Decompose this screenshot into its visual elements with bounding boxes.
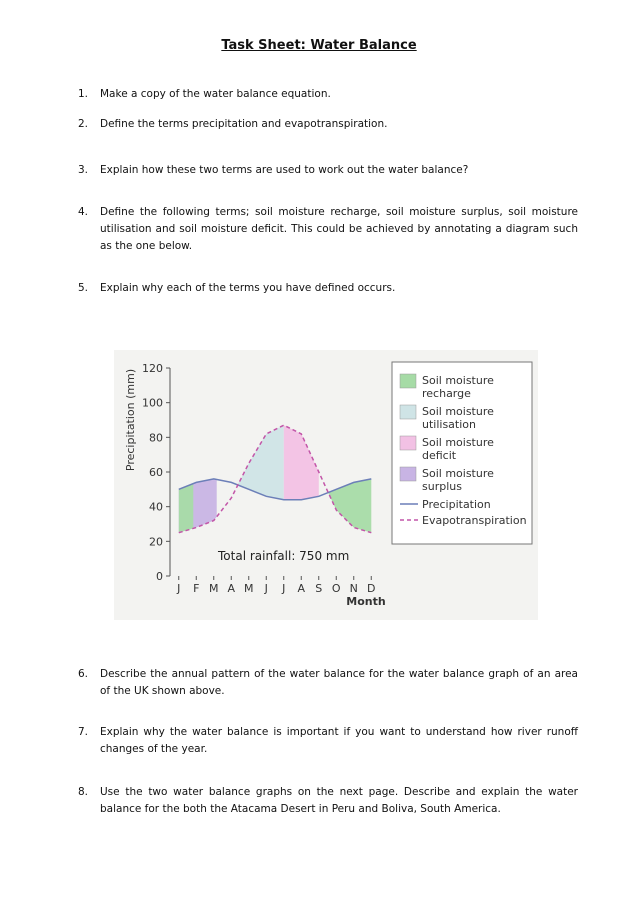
soil-moisture-recharge-area [179, 484, 194, 533]
x-tick-label: A [227, 582, 236, 595]
legend-label: Evapotranspiration [422, 514, 527, 527]
x-tick-label: O [331, 582, 341, 595]
soil-moisture-utilisation-area [231, 425, 283, 500]
question-text: Explain why each of the terms you have defined occurs. [100, 282, 396, 294]
x-tick-label: J [177, 582, 181, 595]
x-tick-label: M [209, 582, 219, 595]
x-tick-label: N [349, 582, 358, 595]
question-number: 1. [78, 88, 89, 100]
x-tick-label: M [244, 582, 254, 595]
page-title: Task Sheet: Water Balance [221, 38, 417, 53]
question-text: Define the terms precipitation and evapotranspiration. [100, 118, 388, 130]
question-number: 5. [78, 282, 89, 294]
question-text: Explain why the water balance is important if you want to understand how river runoff changes of the year. [100, 726, 578, 755]
y-axis-label: Precipitation (mm) [124, 368, 137, 472]
legend-swatch [400, 467, 416, 481]
x-tick-label: S [315, 582, 323, 595]
question-text: Explain how these two terms are used to work out the water balance? [100, 164, 469, 176]
y-tick-label: 100 [142, 396, 163, 410]
y-tick-label: 0 [156, 570, 163, 583]
x-tick-label: J [282, 582, 286, 595]
x-axis-label: Month [346, 595, 386, 608]
question-number: 4. [78, 206, 89, 218]
legend-label: Soil moisture utilisation [422, 405, 494, 431]
question-number: 6. [78, 668, 89, 680]
y-tick-label: 60 [149, 466, 163, 479]
question-number: 3. [78, 164, 89, 176]
legend-swatch [400, 405, 416, 419]
x-tick-label: F [193, 582, 200, 595]
legend-swatch [400, 436, 416, 450]
legend-label: Soil moisture surplus [422, 467, 494, 493]
question-text: Use the two water balance graphs on the next page. Describe and explain the water balance for the both the Atacama Desert in Peru and Boliva, South America. [100, 786, 578, 815]
water-balance-svg [114, 350, 538, 620]
x-tick-label: D [367, 582, 376, 595]
soil-moisture-recharge-area [328, 479, 372, 533]
question-number: 8. [78, 786, 89, 798]
soil-moisture-deficit-area [284, 425, 319, 500]
question-text: Make a copy of the water balance equation. [100, 88, 331, 100]
legend-label: Precipitation [422, 498, 491, 511]
water-balance-chart [114, 350, 538, 620]
question-text: Describe the annual pattern of the water balance for the water balance graph of an area of the UK shown above. [100, 668, 578, 697]
legend-swatch [400, 374, 416, 388]
question-number: 2. [78, 118, 89, 130]
y-tick-label: 120 [142, 362, 163, 375]
x-tick-label: J [264, 582, 268, 595]
total-rainfall-annotation: Total rainfall: 750 mm [218, 549, 350, 563]
legend-label: Soil moisture recharge [422, 374, 494, 400]
y-tick-label: 20 [149, 535, 163, 549]
question-text: Define the following terms; soil moisture recharge, soil moisture surplus, soil moisture utilisation and soil moisture deficit. This could be achieved by annotating a diagram such as the one below. [100, 206, 578, 252]
x-tick-label: A [297, 582, 306, 595]
y-tick-label: 80 [149, 431, 163, 445]
legend-label: Soil moisture deficit [422, 436, 494, 462]
question-number: 7. [78, 726, 89, 738]
y-tick-label: 40 [149, 500, 163, 514]
